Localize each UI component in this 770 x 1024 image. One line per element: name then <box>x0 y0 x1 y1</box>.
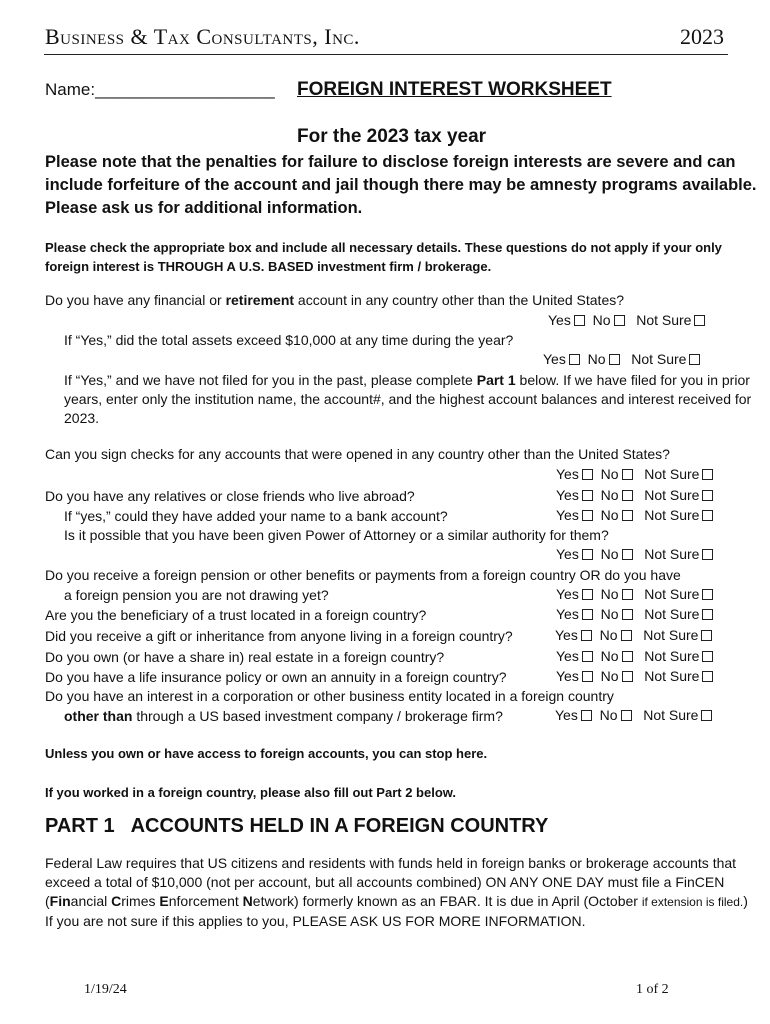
company-name: Business & Tax Consultants, Inc. <box>45 24 360 49</box>
checkbox-yes[interactable] <box>582 490 593 501</box>
checkbox-yes[interactable] <box>582 671 593 682</box>
answer-label-not-sure: Not Sure <box>643 707 699 723</box>
answer-label-no: No <box>600 606 619 622</box>
checkbox-yes[interactable] <box>569 354 580 365</box>
header-divider <box>44 54 728 55</box>
checkbox-no[interactable] <box>622 510 633 521</box>
answers-gift <box>555 627 712 643</box>
answer-label-yes: Yes <box>556 487 579 503</box>
answer-label-no: No <box>599 627 618 643</box>
checkbox-not-sure[interactable] <box>702 651 713 662</box>
checkbox-yes[interactable] <box>582 510 593 521</box>
question-assets-exceed: If “Yes,” did the total assets exceed $10,000 at any time during the year? <box>64 332 514 348</box>
answer-label-yes: Yes <box>556 668 579 684</box>
answer-label-not-sure: Not Sure <box>644 648 700 664</box>
checkbox-yes[interactable] <box>582 609 593 620</box>
answer-label-not-sure: Not Sure <box>644 586 700 602</box>
answers-power-of-attorney <box>556 546 713 562</box>
answers-trust <box>556 606 713 622</box>
answer-label-not-sure: Not Sure <box>644 487 700 503</box>
answer-label-yes: Yes <box>556 586 579 602</box>
answer-label-yes: Yes <box>556 648 579 664</box>
answer-label-yes: Yes <box>556 466 579 482</box>
answers-assets-exceed <box>543 351 700 367</box>
question-trust: Are you the beneficiary of a trust located in a foreign country? <box>45 607 427 623</box>
checkbox-no[interactable] <box>621 630 632 641</box>
checkbox-no[interactable] <box>622 490 633 501</box>
question-part1-instruction: If “Yes,” and we have not filed for you in the past, please complete Part 1 below. If we have filed for you in prior years, enter only the institution name, the account#, and the highest account balances and interest received for 2023. <box>64 372 752 426</box>
question-foreign-pension: Do you receive a foreign pension or other benefits or payments from a foreign country OR do you have <box>45 567 681 583</box>
question-sign-checks: Can you sign checks for any accounts that were opened in any country other than the United States? <box>45 446 670 462</box>
page-subtitle: For the 2023 tax year <box>297 126 487 147</box>
answers-real-estate <box>556 648 713 664</box>
answers-foreign-account <box>548 312 705 328</box>
checkbox-no[interactable] <box>622 589 633 600</box>
answer-label-yes: Yes <box>556 546 579 562</box>
answer-label-no: No <box>600 487 619 503</box>
answer-label-yes: Yes <box>543 351 566 367</box>
answers-business-entity <box>555 707 712 723</box>
checkbox-not-sure[interactable] <box>702 490 713 501</box>
answer-label-no: No <box>600 648 619 664</box>
answer-label-yes: Yes <box>556 507 579 523</box>
answer-label-yes: Yes <box>556 606 579 622</box>
answer-label-no: No <box>600 546 619 562</box>
answer-label-yes: Yes <box>555 627 578 643</box>
checkbox-no[interactable] <box>614 315 625 326</box>
question-relatives-abroad: Do you have any relatives or close friends who live abroad? <box>45 488 415 504</box>
answer-label-not-sure: Not Sure <box>631 351 687 367</box>
answers-foreign-pension <box>556 586 713 602</box>
answer-label-not-sure: Not Sure <box>644 507 700 523</box>
question-business-entity-cont: other than through a US based investment company / brokerage firm? <box>64 708 503 724</box>
answer-label-no: No <box>599 707 618 723</box>
header-year: 2023 <box>680 24 724 49</box>
checkbox-not-sure[interactable] <box>702 671 713 682</box>
checkbox-no[interactable] <box>621 710 632 721</box>
answers-relatives-abroad <box>556 487 713 503</box>
answer-label-no: No <box>600 466 619 482</box>
checkbox-no[interactable] <box>622 469 633 480</box>
checkbox-not-sure[interactable] <box>702 589 713 600</box>
answer-label-not-sure: Not Sure <box>643 627 699 643</box>
answer-label-no: No <box>600 507 619 523</box>
answers-life-insurance <box>556 668 713 684</box>
question-name-added: If “yes,” could they have added your name to a bank account? <box>64 508 448 524</box>
answers-name-added <box>556 507 713 523</box>
question-foreign-pension-cont: a foreign pension you are not drawing yet? <box>64 587 329 603</box>
question-real-estate: Do you own (or have a share in) real estate in a foreign country? <box>45 649 445 665</box>
footer-date: 1/19/24 <box>84 982 127 997</box>
checkbox-not-sure[interactable] <box>702 549 713 560</box>
penalty-note: Please note that the penalties for failure to disclose foreign interests are severe and can include forfeiture of the account and jail though there may be amnesty programs available. Please ask us for additional information. <box>45 153 757 217</box>
checkbox-not-sure[interactable] <box>701 710 712 721</box>
checkbox-yes[interactable] <box>581 630 592 641</box>
question-life-insurance: Do you have a life insurance policy or own an annuity in a foreign country? <box>45 669 507 685</box>
checkbox-not-sure[interactable] <box>702 609 713 620</box>
answer-label-no: No <box>600 586 619 602</box>
checkbox-not-sure[interactable] <box>689 354 700 365</box>
answer-label-not-sure: Not Sure <box>644 546 700 562</box>
checkbox-not-sure[interactable] <box>702 469 713 480</box>
checkbox-no[interactable] <box>622 609 633 620</box>
part1-heading: PART 1 ACCOUNTS HELD IN A FOREIGN COUNTRY <box>45 815 549 837</box>
checkbox-yes[interactable] <box>582 549 593 560</box>
checkbox-not-sure[interactable] <box>701 630 712 641</box>
page-title: FOREIGN INTEREST WORKSHEET <box>297 79 612 100</box>
checkbox-no[interactable] <box>609 354 620 365</box>
question-foreign-account: Do you have any financial or retirement account in any country other than the United States? <box>45 292 625 308</box>
checkbox-not-sure[interactable] <box>694 315 705 326</box>
checkbox-yes[interactable] <box>574 315 585 326</box>
part1-description: Federal Law requires that US citizens and residents with funds held in foreign banks or brokerage accounts that exceed a total of $10,000 (not per account, but all accounts combined) ON ANY ONE DAY must file a FinCEN (Financial Crimes Enforcement Network) formerly known as an FBAR. It is due in April (October if extension is filed.) If you are not sure if this applies to you, PLEASE ASK US FOR MORE INFORMATION. <box>45 855 748 929</box>
stop-note: Unless you own or have access to foreign accounts, you can stop here. <box>45 746 488 761</box>
footer-page-number: 1 of 2 <box>636 982 669 997</box>
checkbox-no[interactable] <box>622 549 633 560</box>
answer-label-not-sure: Not Sure <box>636 312 692 328</box>
answer-label-no: No <box>592 312 611 328</box>
checkbox-no[interactable] <box>622 651 633 662</box>
question-business-entity: Do you have an interest in a corporation or other business entity located in a foreign country <box>45 688 614 704</box>
checkbox-yes[interactable] <box>582 589 593 600</box>
question-power-of-attorney: Is it possible that you have been given Power of Attorney or a similar authority for them? <box>64 527 609 543</box>
checkbox-yes[interactable] <box>582 651 593 662</box>
answer-label-no: No <box>600 668 619 684</box>
checkbox-not-sure[interactable] <box>702 510 713 521</box>
answer-label-not-sure: Not Sure <box>644 606 700 622</box>
name-field[interactable]: Name:___________________ <box>45 80 275 99</box>
part2-note: If you worked in a foreign country, please also fill out Part 2 below. <box>45 785 457 800</box>
checkbox-no[interactable] <box>622 671 633 682</box>
answers-sign-checks <box>556 466 713 482</box>
answer-label-yes: Yes <box>555 707 578 723</box>
checkbox-yes[interactable] <box>582 469 593 480</box>
answer-label-no: No <box>587 351 606 367</box>
instructions: Please check the appropriate box and include all necessary details. These questions do not apply if your only foreign interest is THROUGH A U.S. BASED investment firm / brokerage. <box>45 240 722 274</box>
checkbox-yes[interactable] <box>581 710 592 721</box>
answer-label-yes: Yes <box>548 312 571 328</box>
answer-label-not-sure: Not Sure <box>644 668 700 684</box>
question-gift: Did you receive a gift or inheritance from anyone living in a foreign country? <box>45 628 513 644</box>
answer-label-not-sure: Not Sure <box>644 466 700 482</box>
